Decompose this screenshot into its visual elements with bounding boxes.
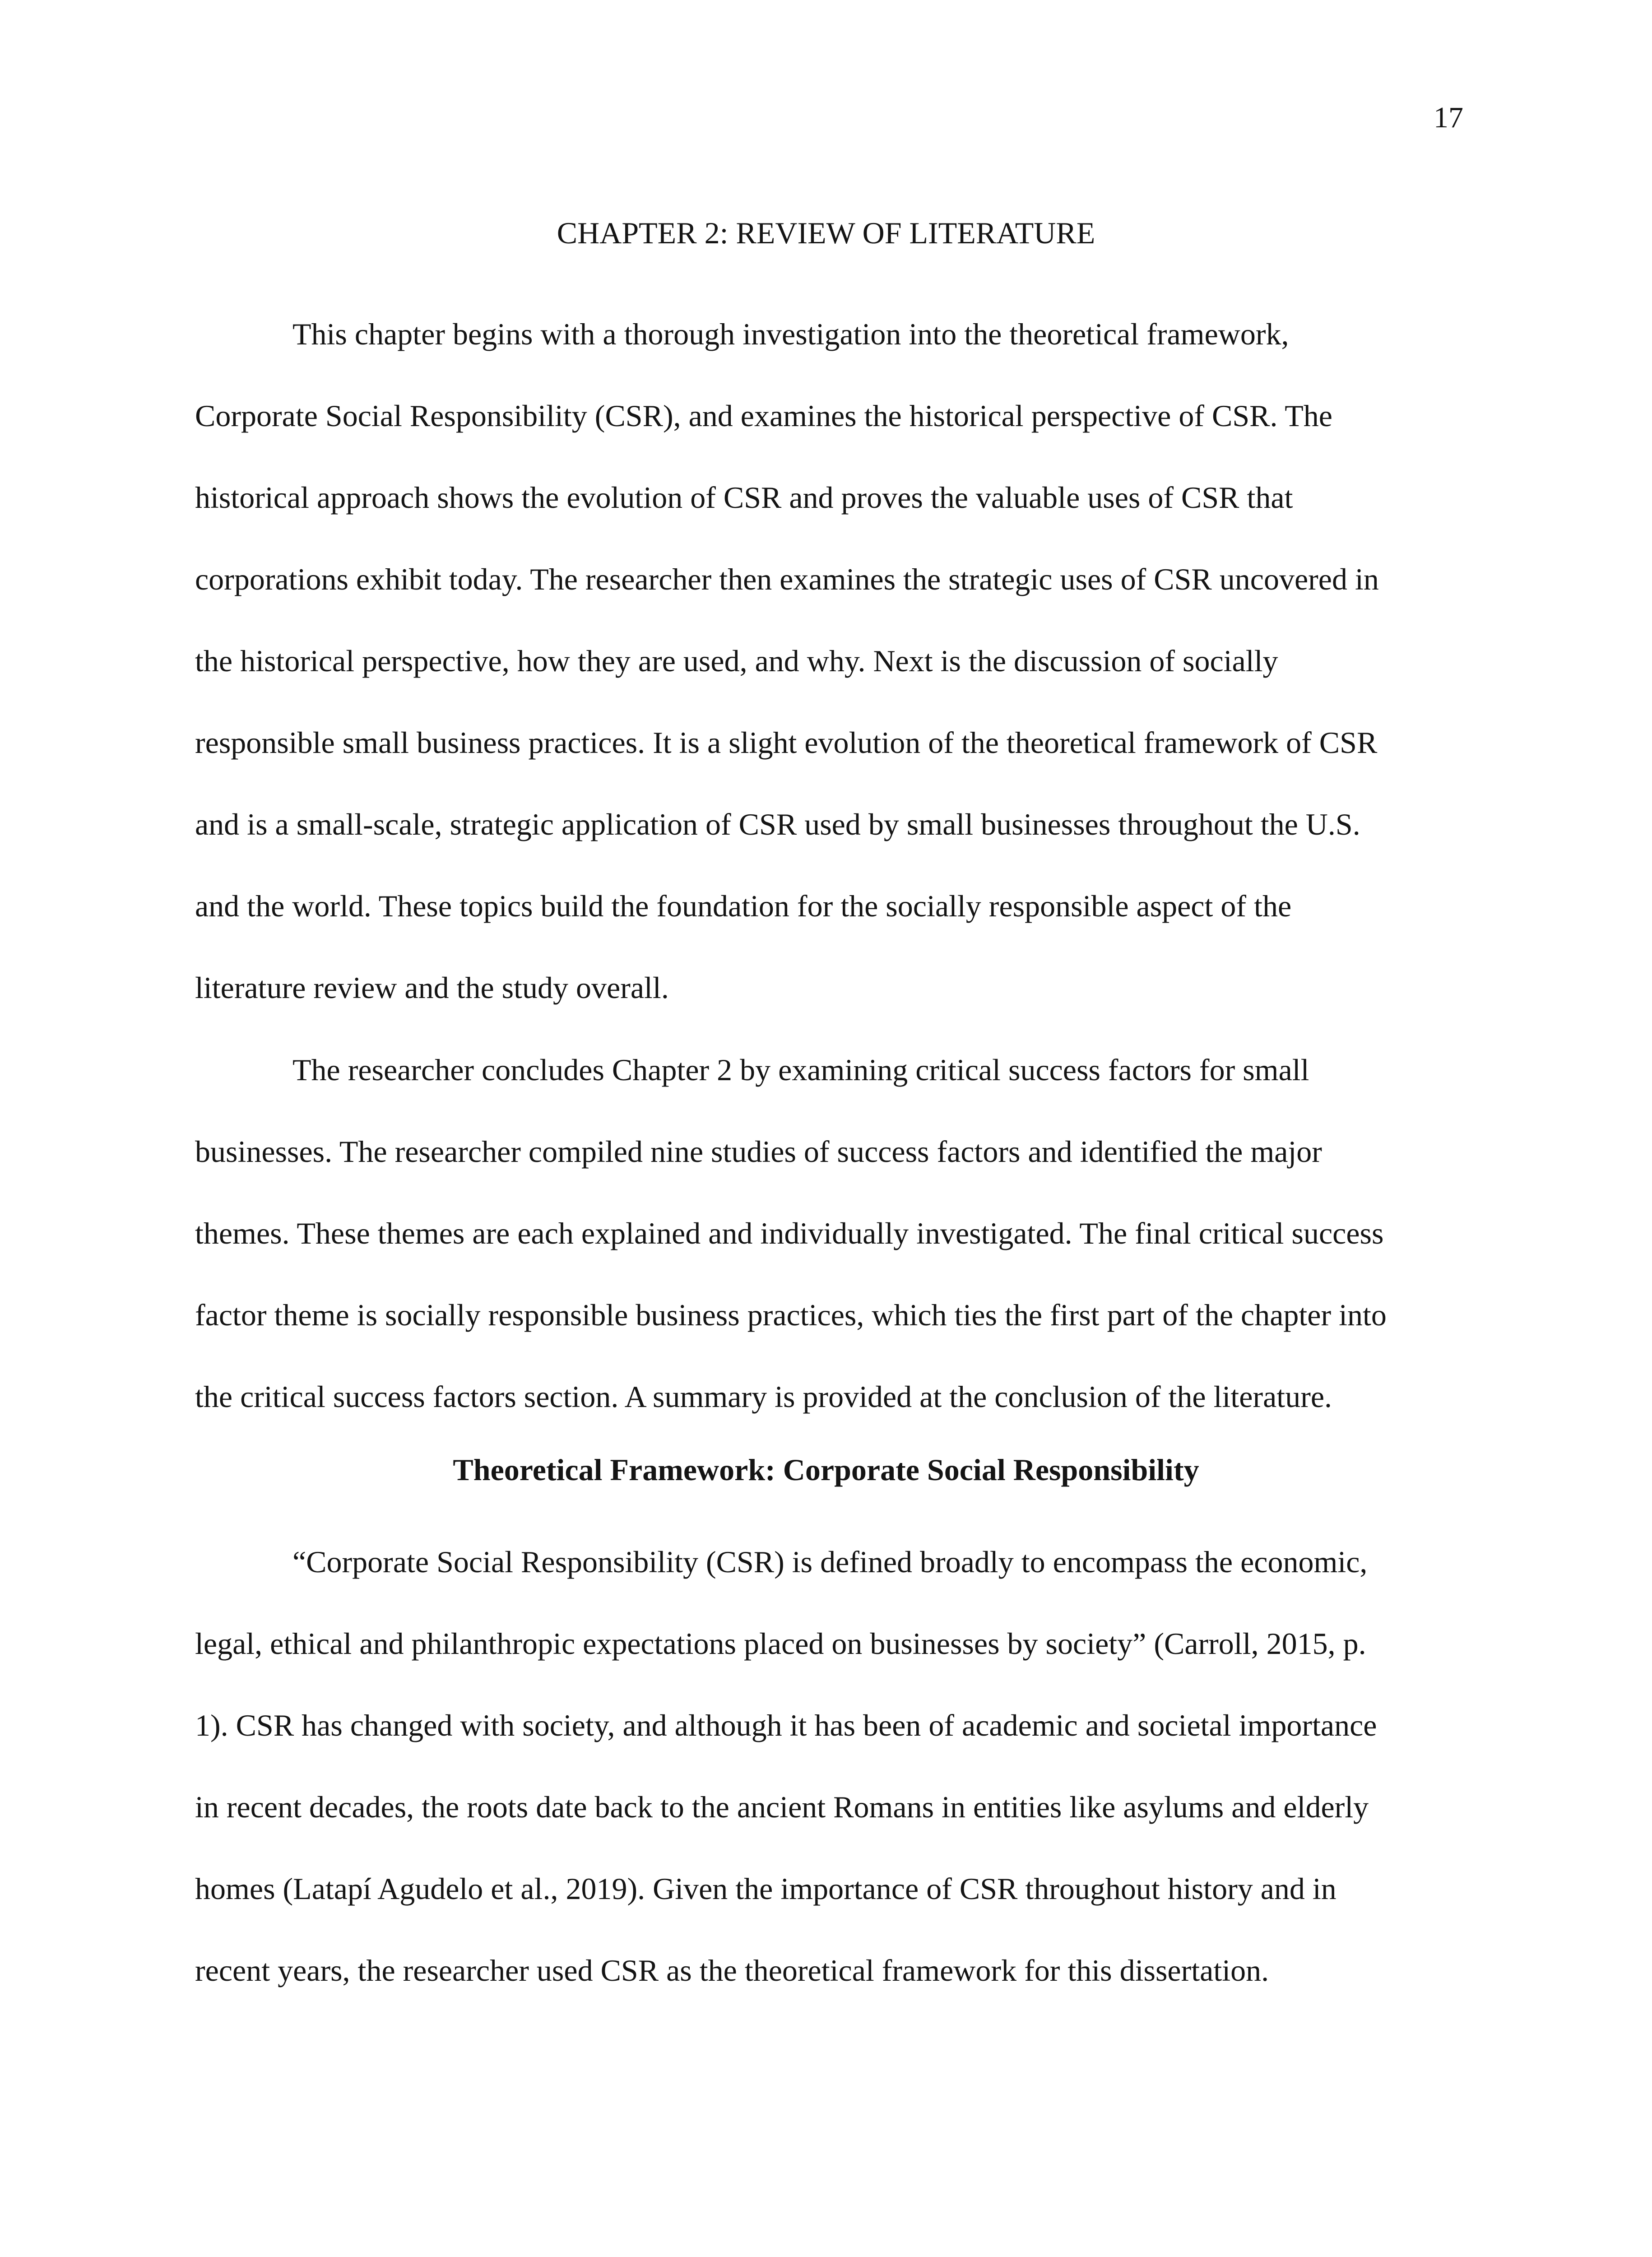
paragraph-line: historical approach shows the evolution of CSR and proves the valuable uses of CSR that — [195, 480, 1293, 515]
section-heading: Theoretical Framework: Corporate Social Responsibility — [453, 1453, 1199, 1487]
paragraph-line: businesses. The researcher compiled nine studies of success factors and identified the major — [195, 1134, 1322, 1169]
paragraph-line: and is a small-scale, strategic application of CSR used by small businesses throughout the U.S. — [195, 807, 1360, 841]
paragraph-conclusion-overview — [195, 1029, 1457, 1438]
paragraph-line: legal, ethical and philanthropic expectations placed on businesses by society” (Carroll, 2015, p. — [195, 1626, 1366, 1661]
page-number: 17 — [1434, 101, 1463, 134]
paragraph-line: homes (Latapí Agudelo et al., 2019). Given the importance of CSR throughout history and in — [195, 1872, 1336, 1906]
chapter-title: CHAPTER 2: REVIEW OF LITERATURE — [557, 216, 1095, 250]
paragraph-line: responsible small business practices. It is a slight evolution of the theoretical framework of CSR — [195, 725, 1378, 760]
paragraph-intro — [195, 293, 1457, 1029]
paragraph-line: “Corporate Social Responsibility (CSR) is defined broadly to encompass the economic, — [292, 1545, 1368, 1579]
paragraph-line: recent years, the researcher used CSR as the theoretical framework for this dissertation. — [195, 1953, 1269, 1988]
paragraph-line: in recent decades, the roots date back to the ancient Romans in entities like asylums and elderly — [195, 1790, 1369, 1824]
paragraph-line: factor theme is socially responsible business practices, which ties the first part of the chapter into — [195, 1298, 1387, 1332]
paragraph-line: corporations exhibit today. The researcher then examines the strategic uses of CSR uncovered in — [195, 562, 1379, 596]
paragraph-line: the historical perspective, how they are used, and why. Next is the discussion of socially — [195, 644, 1278, 678]
paragraph-line: literature review and the study overall. — [195, 971, 669, 1005]
paragraph-line: and the world. These topics build the foundation for the socially responsible aspect of the — [195, 889, 1292, 923]
paragraph-line: themes. These themes are each explained and individually investigated. The final critical success — [195, 1216, 1384, 1250]
paragraph-line: the critical success factors section. A summary is provided at the conclusion of the literature. — [195, 1379, 1332, 1414]
paragraph-line: The researcher concludes Chapter 2 by examining critical success factors for small — [292, 1053, 1309, 1087]
paragraph-line: This chapter begins with a thorough investigation into the theoretical framework, — [292, 317, 1289, 351]
paragraph-csr-definition — [195, 1521, 1457, 2011]
paragraph-line: 1). CSR has changed with society, and although it has been of academic and societal importance — [195, 1708, 1377, 1742]
paragraph-line: Corporate Social Responsibility (CSR), and examines the historical perspective of CSR. The — [195, 399, 1332, 433]
